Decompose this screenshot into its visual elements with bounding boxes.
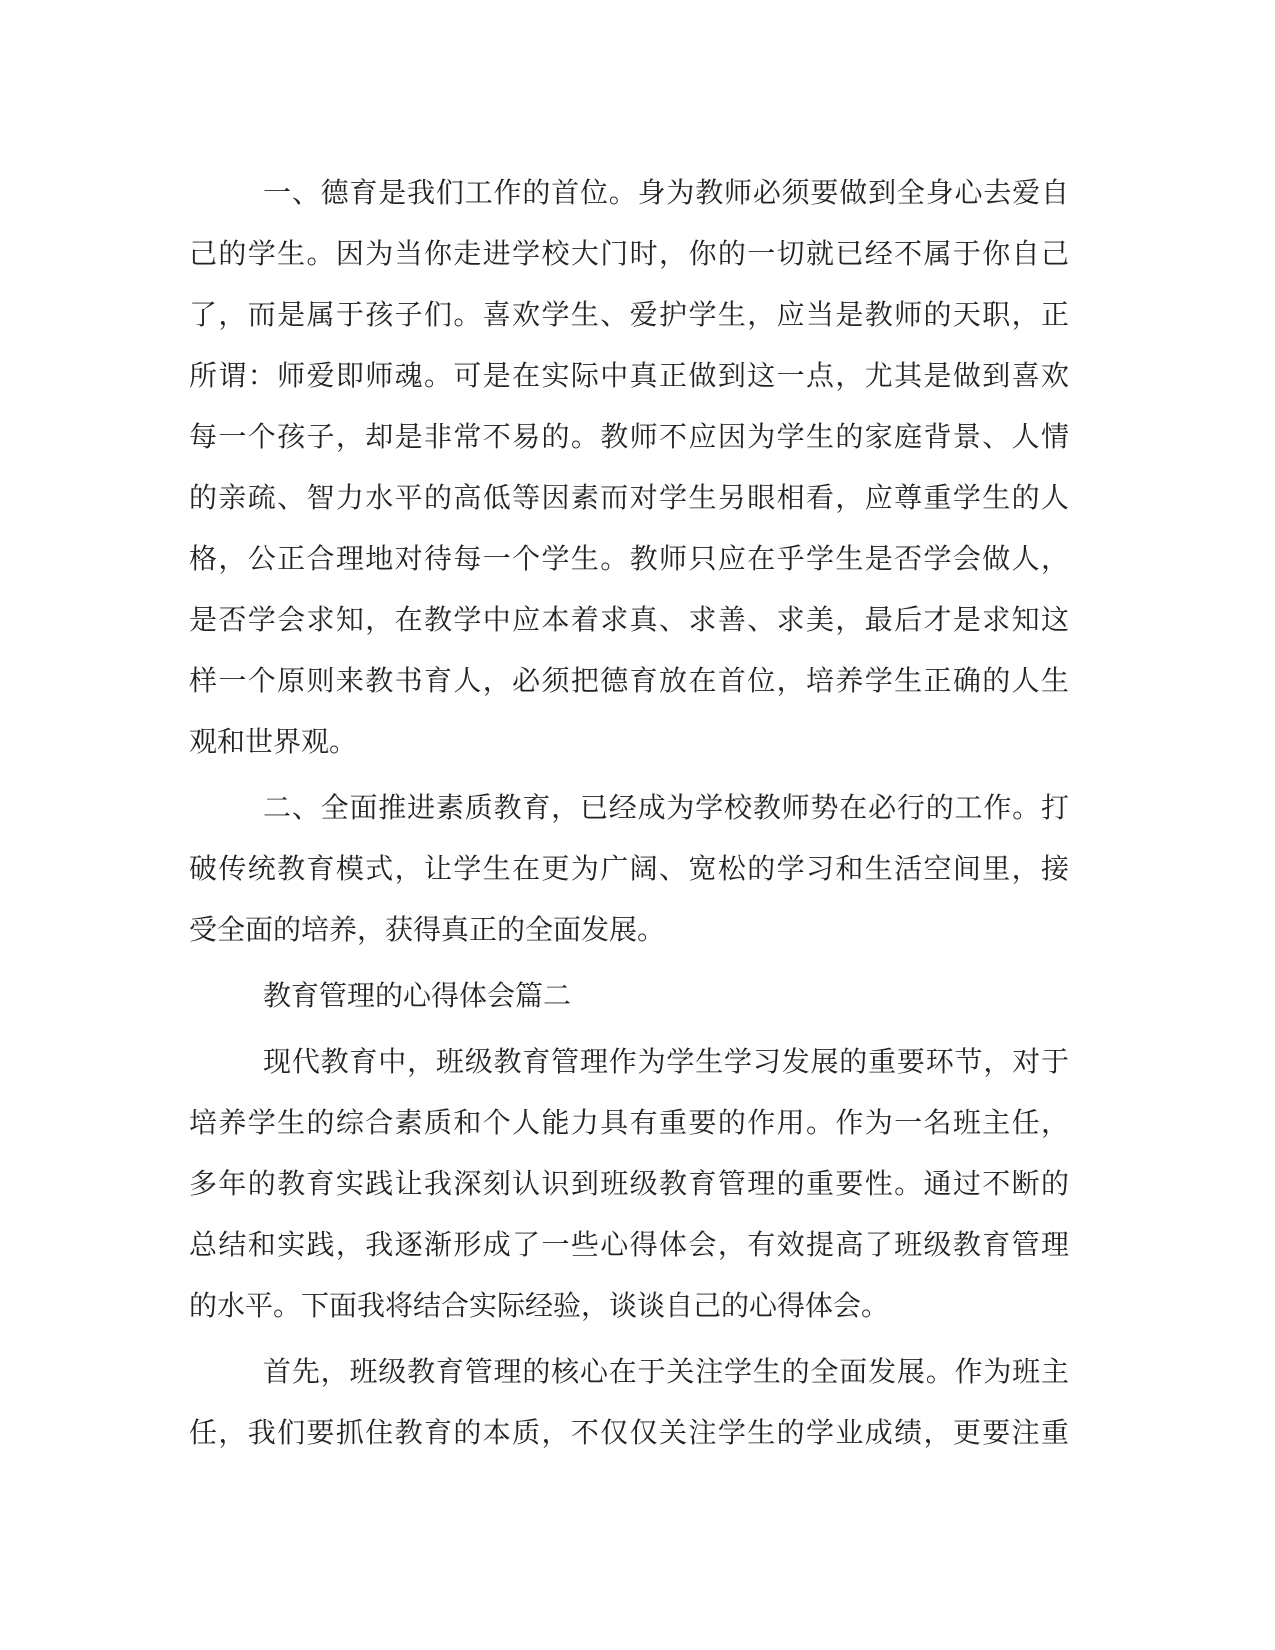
text-line: 每一个孩子，却是非常不易的。教师不应因为学生的家庭背景、人情	[189, 420, 1069, 453]
text-line: 总结和实践，我逐渐形成了一些心得体会，有效提高了班级教育管理	[189, 1228, 1069, 1261]
heading-line: 教育管理的心得体会篇二	[263, 979, 572, 1012]
paragraph-first-point	[189, 1341, 1069, 1463]
text-line: 现代教育中，班级教育管理作为学生学习发展的重要环节，对于	[263, 1045, 1069, 1078]
text-line: 多年的教育实践让我深刻认识到班级教育管理的重要性。通过不断的	[189, 1167, 1069, 1200]
text-line: 样一个原则来教书育人，必须把德育放在首位，培养学生正确的人生	[189, 664, 1069, 697]
text-line: 一、德育是我们工作的首位。身为教师必须要做到全身心去爱自	[263, 176, 1069, 209]
text-line: 破传统教育模式，让学生在更为广阔、宽松的学习和生活空间里，接	[189, 852, 1069, 885]
text-line: 任，我们要抓住教育的本质，不仅仅关注学生的学业成绩，更要注重	[189, 1416, 1069, 1449]
text-line: 己的学生。因为当你走进学校大门时，你的一切就已经不属于你自己	[189, 237, 1069, 270]
text-line: 格，公正合理地对待每一个学生。教师只应在乎学生是否学会做人，	[189, 542, 1069, 575]
text-line: 所谓：师爱即师魂。可是在实际中真正做到这一点，尤其是做到喜欢	[189, 359, 1069, 392]
text-line: 了，而是属于孩子们。喜欢学生、爱护学生，应当是教师的天职，正	[189, 298, 1069, 331]
text-line: 观和世界观。	[189, 725, 358, 758]
text-line: 二、全面推进素质教育，已经成为学校教师势在必行的工作。打	[263, 791, 1069, 824]
text-line: 培养学生的综合素质和个人能力具有重要的作用。作为一名班主任，	[189, 1106, 1069, 1139]
section-heading	[189, 965, 1069, 1026]
text-line: 是否学会求知，在教学中应本着求真、求善、求美，最后才是求知这	[189, 603, 1069, 636]
text-line: 的亲疏、智力水平的高低等因素而对学生另眼相看，应尊重学生的人	[189, 481, 1069, 514]
paragraph-class-management	[189, 1031, 1069, 1336]
paragraph-quality-education	[189, 777, 1069, 960]
document-body	[189, 162, 1069, 1463]
paragraph-moral-education	[189, 162, 1069, 772]
text-line: 首先，班级教育管理的核心在于关注学生的全面发展。作为班主	[263, 1355, 1069, 1388]
text-line: 受全面的培养，获得真正的全面发展。	[189, 913, 666, 946]
text-line: 的水平。下面我将结合实际经验，谈谈自己的心得体会。	[189, 1289, 890, 1322]
